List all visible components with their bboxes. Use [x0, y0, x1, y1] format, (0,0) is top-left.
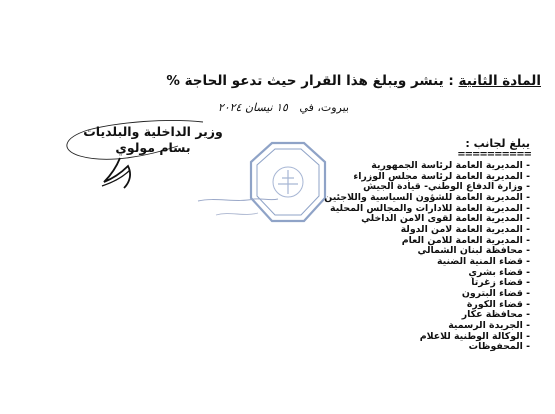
- recipient-item: - المديرية العامة لقوى الامن الداخلي: [361, 213, 530, 225]
- recipients-list: [324, 161, 530, 353]
- article-heading: المادة الثانية: [458, 73, 541, 89]
- recipient-item: - المديرية العامة للادارات والمجالس المحلية: [330, 202, 530, 214]
- recipients-title: يبلغ لجانب :: [465, 137, 530, 150]
- recipient-item: - الجريدة الرسمية: [448, 319, 530, 331]
- recipient-item: - محافظة لبنان الشمالي: [417, 245, 530, 257]
- recipient-item: - المديرية العامة لرئاسة الجمهورية: [371, 160, 530, 171]
- article-text: : ينشر ويبلغ هذا القرار حيث تدعو الحاجة %: [166, 73, 454, 89]
- recipient-item: - محافظة عكار: [461, 309, 530, 321]
- date-place: بيروت، في: [299, 101, 349, 114]
- recipient-item: - الوكالة الوطنية للاعلام: [419, 330, 530, 342]
- stamp-handwriting: [196, 193, 281, 223]
- recipient-item: - قضاء زغرتا: [471, 277, 530, 289]
- date-line: [218, 101, 349, 114]
- recipient-item: - المديرية العامة للامن العام: [401, 234, 530, 246]
- recipient-item: - المديرية العامة للشؤون السياسية واللاجئين: [324, 191, 530, 203]
- recipient-item: - وزارة الدفاع الوطني- قيادة الجيش: [363, 181, 530, 193]
- article-two-paragraph: [166, 72, 541, 90]
- recipient-item: - قضاء البترون: [461, 287, 530, 299]
- recipients-rule: ==========: [457, 149, 531, 160]
- minister-name: بسام مولوي: [115, 140, 191, 155]
- recipient-item: - قضاء المنية الضنية: [436, 255, 530, 267]
- recipient-item: - قضاء بشري: [468, 266, 530, 278]
- handwritten-date: ١٥ نيسان ٢٠٢٤: [217, 101, 288, 114]
- recipient-item: - المحفوظات: [468, 341, 530, 353]
- recipient-item: - قضاء الكورة: [466, 298, 530, 310]
- recipient-item: - المديرية العامة لامن الدولة: [400, 223, 530, 235]
- minister-block: [78, 124, 228, 156]
- recipient-item: - المديرية العامة لرئاسة مجلس الوزراء: [353, 170, 530, 182]
- minister-title: وزير الداخلية والبلديات: [83, 124, 223, 139]
